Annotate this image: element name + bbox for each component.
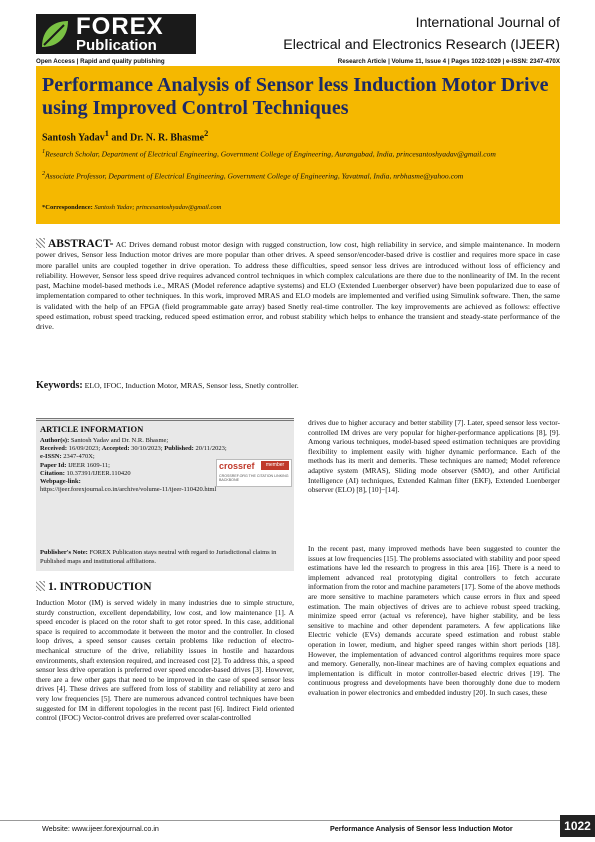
logo-wordmark-forex: FOREX <box>76 13 164 40</box>
footer-divider <box>0 820 595 821</box>
section-marker-icon <box>36 238 45 248</box>
keywords <box>36 380 560 391</box>
logo-wordmark-publication: Publication <box>76 37 157 54</box>
affiliation-2-text: Associate Professor, Department of Electrical Engineering, Government College of Engineering, Yavatmal, India, nrbhasme@yahoo.com <box>45 171 464 181</box>
affiliation-1: $^1$Research Scholar, Department of Electrical Engineering, Government College of Engineering, Aurangabad, India, princesantoshyadav@gmail.com <box>42 148 496 159</box>
keywords-label: Keywords: <box>36 380 83 391</box>
info-webpage-label: Webpage-link: <box>40 478 81 485</box>
page-number: 1022 <box>560 815 595 837</box>
correspondence <box>42 204 221 211</box>
body-text-right-column-p1: drives due to higher accuracy and better stability [7]. Later, speed sensor less vector-controlled IM drives are very popular for higher-performance applications [8], [9]. Among various techniques, model-based speed estimation techniques are providing flexibility to implement easily with higher dynamic performance. Each of the methods has its merit and demerits. These techniques are named; Model reference adaptive system (MRAS), Sliding mode observer (SMO), and other Artificial Intelligence (AI) techniques, Extended Kalman filter (EKF), Extended Luenberger observer (ELO) [8], [10]−[14]. <box>308 418 560 495</box>
abstract-text: AC Drives demand robust motor design with rugged construction, low cost, high reliability in service, and simple maintenance. In modern power drives, Sensor less Induction motor drives are more popular than other drives. A speed sensor/encoder-based drive is costlier and requires more space in case more parallel units are coupled together in drive operation. To address these difficulties, speed sensor less drives are introduced without loss of efficiency and reliability. However, Sensor less speed drive requires advanced control techniques in which complex calculations are there due to the nonlinearity of IM. In the recent past, Machine model-based methods i.e., MRAS (Model reference adaptive systems) and ELO (Extended Luenberger observer) have been popularized due to ease of implementation compared to other techniques. In this work, improved MRAS and ELO models are implemented and verified using Simulink software. Then, the same is validated with the help of an FPGA (field programmable gate array) based Snetly real-time controller. The key improvements are achieved as follows: effective speed estimation, robust speed tracking, reduced speed estimation error, and robust stability which helps to enhance the transient and steady-state performance of the drive. <box>36 240 560 332</box>
author-2: Dr. N. R. Bhasme <box>130 132 205 144</box>
body-text-left-column: Induction Motor (IM) is served widely in many industries due to simple structure, sturdy construction, excellent dependability, low cost, and low maintenance [1]. A speed encoder is placed on the rotor shaft to get rotor speed. In this case, additional space is required to accommodate it between the motor and the controller. In closed loop drives, a speed sensor causes certain problems like reduction of electro-mechanical structure of the drive, reliability issues in hostile and hazardous environments, shaft extension required, and increased cost [2]. To address this, a speed sensor less drive operation is preferred over speed encoder-based drives [3]. However, there are a few other gaps that need to be improved in the case of speed sensor less drives [4]. These drives are suffered from loss of stability and reliability at zero and very low frequencies [5]. There are numerous advanced control techniques have been suggested for IM in different topologies in the recent past [6]. Indirect Field oriented control (IFOC) Vector-control drives are preferred over scalar-controlled <box>36 598 294 723</box>
article-information-box <box>36 418 294 571</box>
correspondence-label: *Correspondence: <box>42 204 93 211</box>
abstract <box>36 238 560 333</box>
crossref-logo-text: crossref <box>219 461 255 471</box>
correspondence-text: Santosh Yadav; princesantoshyadav@gmail.com <box>92 204 222 211</box>
info-webpage-link[interactable]: https://ijeer.forexjournal.co.in/archive/volume-11/ijeer-110420.html <box>40 486 217 493</box>
title-block <box>36 66 560 224</box>
article-meta: Research Article | Volume 11, Issue 4 | Pages 1022-1029 | e-ISSN: 2347-470X <box>337 58 560 65</box>
author-conjunction: and <box>108 132 131 144</box>
keywords-text: ELO, IFOC, Induction Motor, MRAS, Sensor less, Snetly controller. <box>82 381 299 390</box>
journal-name <box>250 12 560 56</box>
affiliation-1-text: Research Scholar, Department of Electrical Engineering, Government College of Engineering, Aurangabad, India, princesantoshyadav@gmail.com <box>45 149 496 159</box>
publishers-note: Publisher's Note: FOREX Publication stays neutral with regard to Jurisdictional claims in Published maps and institutional affiliations. <box>40 549 277 565</box>
author-1-superscript: 1 <box>104 129 109 138</box>
affiliation-2: $^2$Associate Professor, Department of Electrical Engineering, Government College of Engineering, Yavatmal, India, nrbhasme@yahoo.com <box>42 170 464 181</box>
author-line <box>42 129 208 143</box>
abstract-heading: ABSTRACT- <box>48 238 114 250</box>
publisher-tagline: Open Access | Rapid and quality publishing <box>36 58 165 65</box>
footer-running-title: Performance Analysis of Sensor less Induction Motor <box>330 824 513 833</box>
section-marker-icon <box>36 581 45 591</box>
crossref-badge[interactable] <box>216 459 292 487</box>
publisher-logo <box>36 14 196 54</box>
section-heading-introduction: 1. INTRODUCTION <box>36 581 152 593</box>
footer-website[interactable]: Website: www.ijeer.forexjournal.co.in <box>42 824 159 833</box>
body-text-right-column-p2: In the recent past, many improved methods have been suggested to counter the issues at low frequencies [15]. The problems associated with stability and poor speed estimations have led the research to progress in this area [16]. There is a need to implement advanced real prototyping digital controllers to fetch accurate information from the rotor and machine parameters [17]. Some of the above methods are more sensitive to machine parameters which cause errors in flux and speed estimation. The main objectives of drives are to achieve robust speed tracking, minimize speed error (actual vs reference), have higher stability, and be less sensitive to machine and other dependent parameters. A few applications like Electric vehicle (EVs) demands accurate speed estimation and robust stable operation in lower, medium, and higher speed ranges within short periods [18]. However, the implementation of advanced control algorithms requires more space and memory. Generally, non-linear machines are of having complex equations and implementation is difficult in motor controller-based electric drives [19]. The continuous progress and developments have been thoroughly done due to modern evaluation in power electronics and embedded industry [20]. In such cases, these <box>308 544 560 697</box>
article-information-heading: ARTICLE INFORMATION <box>40 424 144 434</box>
crossref-member-tag: member <box>261 461 289 470</box>
info-dates: Received: 16/09/2023; Accepted: 30/10/2023; Published: 20/11/2023; <box>40 445 227 452</box>
info-eissn: e-ISSN: 2347-470X; <box>40 453 95 460</box>
info-authors: Author(s): Santosh Yadav and Dr. N.R. Bhasme; <box>40 437 169 444</box>
journal-name-line1: International Journal of <box>415 15 560 31</box>
info-citation: Citation: 10.37391/IJEER.110420 <box>40 470 131 477</box>
info-paper-id: Paper Id: IJEER 1609-11; <box>40 462 110 469</box>
journal-name-line2: Electrical and Electronics Research (IJEER) <box>283 37 560 53</box>
author-1: Santosh Yadav <box>42 132 105 144</box>
crossref-subtitle: CROSSREF.ORG THE CITATION LINKING BACKBONE <box>219 474 289 482</box>
leaf-icon <box>38 17 72 51</box>
author-2-superscript: 2 <box>204 129 209 138</box>
paper-title: Performance Analysis of Sensor less Induction Motor Drive using Improved Control Techniques <box>42 74 549 119</box>
